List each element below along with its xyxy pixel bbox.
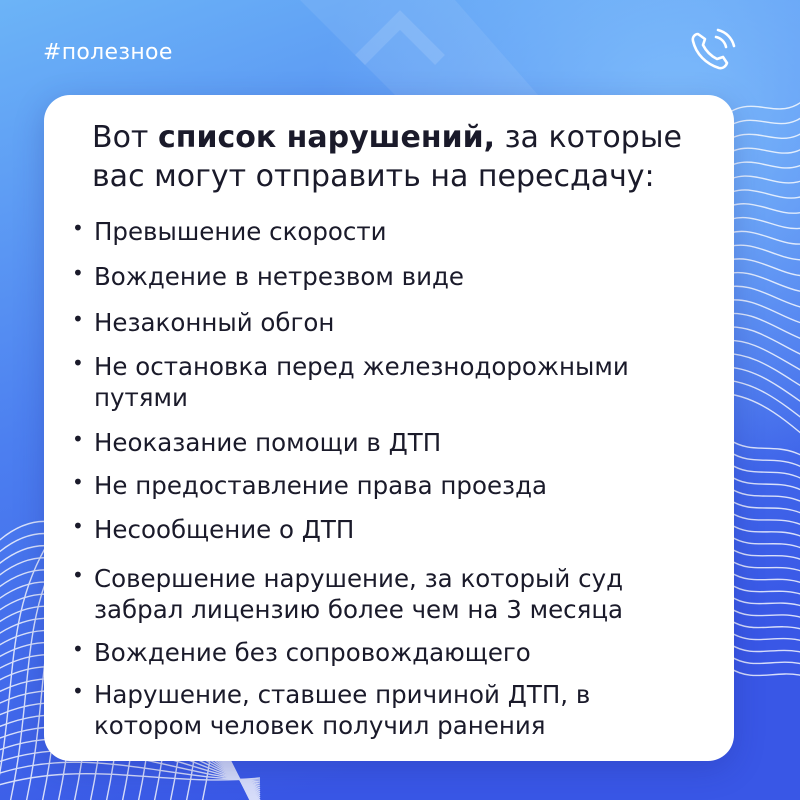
bullet: • <box>72 470 84 494</box>
hashtag-label: #полезное <box>43 40 173 65</box>
list-item-text: Вождение без сопровождающего <box>94 638 531 667</box>
bullet: • <box>72 637 84 661</box>
bullet: • <box>72 261 84 285</box>
bullet: • <box>72 351 84 375</box>
intro-suffix: за которые вас могут отправить на пересдачу: <box>92 120 682 194</box>
list-item-text: Не предоставление права проезда <box>94 471 548 500</box>
bullet: • <box>72 679 84 703</box>
bullet: • <box>72 514 84 538</box>
bullet: • <box>72 216 84 240</box>
list-item-text: Совершение нарушение, за который суд забрал лицензию более чем на 3 месяца <box>94 564 624 624</box>
list-item-text: Не остановка перед железнодорожными путями <box>94 352 629 412</box>
list-item-text: Незаконный обгон <box>94 308 335 337</box>
intro-bold: список нарушений, <box>157 120 496 155</box>
list-item-text: Вождение в нетрезвом виде <box>94 262 465 291</box>
list-item-text: Несообщение о ДТП <box>94 515 355 544</box>
bullet: • <box>72 307 84 331</box>
bullet: • <box>72 563 84 587</box>
bullet: • <box>72 427 84 451</box>
list-item-text: Превышение скорости <box>94 217 387 246</box>
intro-prefix: Вот <box>92 120 158 155</box>
phone-ringing-icon <box>686 26 740 76</box>
intro-heading <box>92 118 712 196</box>
list-item-text: Неоказание помощи в ДТП <box>94 428 442 457</box>
list-item-text: Нарушение, ставшее причиной ДТП, в котором человек получил ранения <box>94 680 591 740</box>
